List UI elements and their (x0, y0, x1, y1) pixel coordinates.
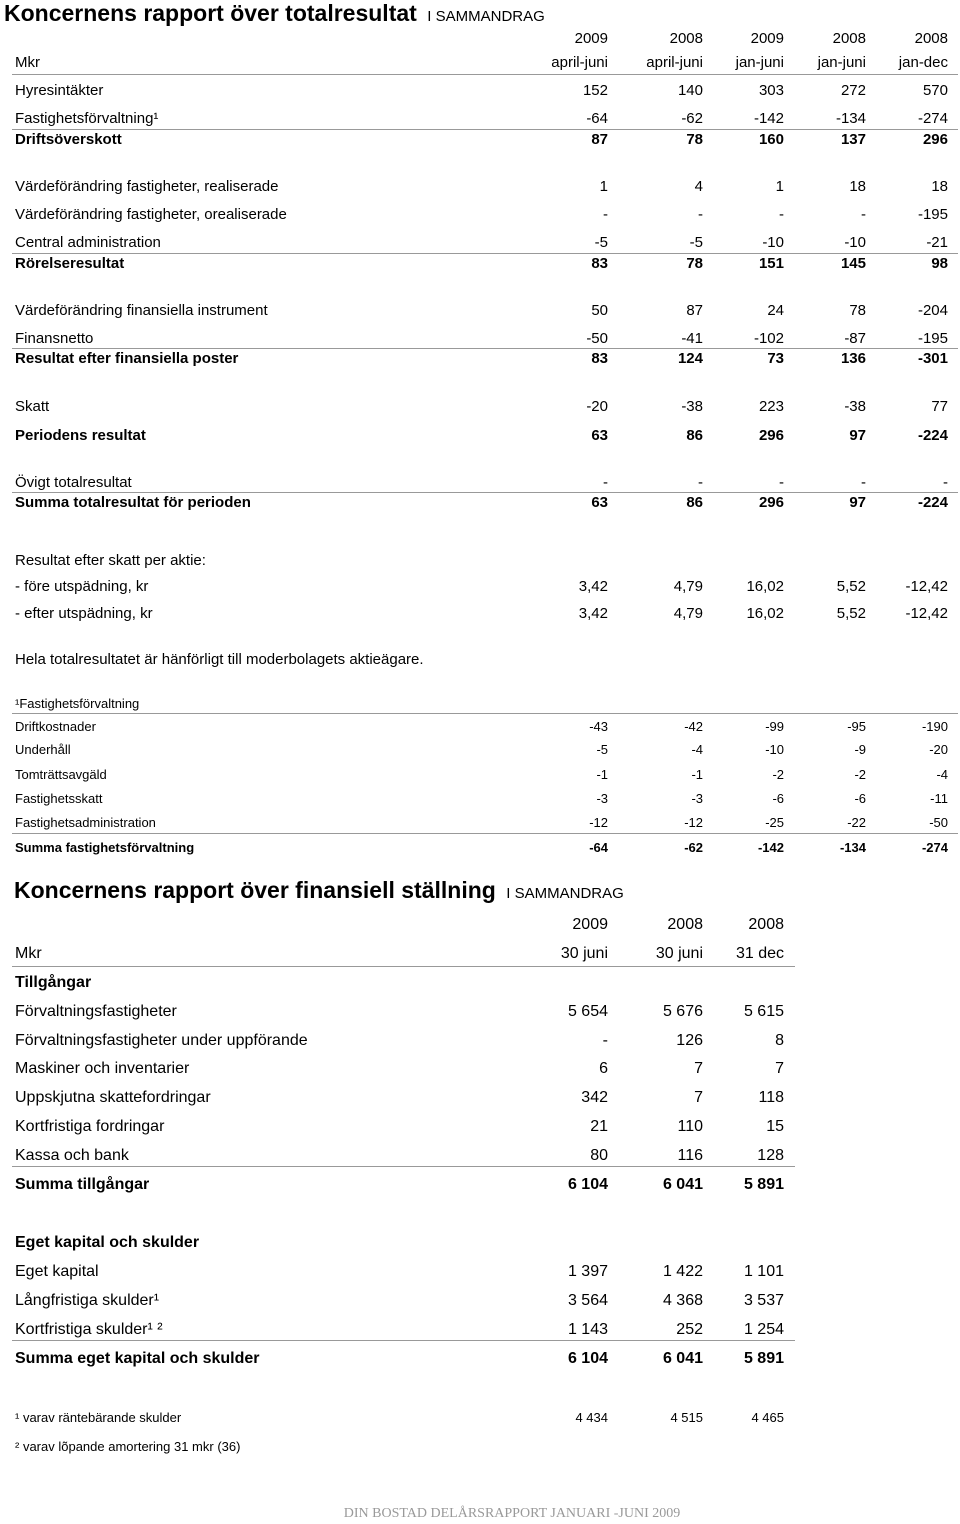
income-row-value-5: -301 (917, 350, 948, 367)
subtable-row-value-5: -50 (929, 815, 948, 830)
asset-row-label: Kassa och bank (15, 1147, 129, 1164)
subtable-row-value-3: -6 (772, 791, 784, 806)
asset-row (0, 1003, 960, 1027)
asset-row-label: Förvaltningsfastigheter (15, 1003, 177, 1020)
income-row-value-5: -224 (917, 427, 948, 444)
income-row-value-4: 18 (849, 178, 866, 195)
subtable-row-value-2: -62 (684, 840, 703, 855)
income-row-value-4: -10 (844, 234, 866, 251)
subtable-row-value-1: -64 (589, 840, 608, 855)
income-row-label: Rörelseresultat (15, 255, 125, 272)
equity-total-row-value-2: 6 041 (662, 1350, 703, 1367)
income-row-value-1: 1 (599, 178, 608, 195)
income-row-value-5: 77 (931, 398, 948, 415)
asset-row-value-1: 342 (581, 1089, 608, 1106)
income-row-label: Periodens resultat (15, 427, 146, 444)
asset-row-value-1: 80 (590, 1147, 608, 1164)
income-row-label: Värdeförändring fastigheter, realiserade (15, 178, 279, 195)
income-col5-year: 2008 (914, 30, 948, 47)
income-row (0, 131, 960, 155)
income-row-label: Skatt (15, 398, 50, 415)
income-row-value-2: -38 (681, 398, 703, 415)
income-row-value-1: -20 (586, 398, 608, 415)
equity-row-value-1: 1 143 (567, 1321, 608, 1338)
balance-header-rule (12, 966, 795, 967)
income-row-value-5: 296 (922, 131, 948, 148)
income-row-label: Hyresintäkter (15, 82, 104, 99)
balance-col2-year: 2008 (667, 916, 703, 933)
subtable-row-value-1: -43 (589, 719, 608, 734)
subtable-row-label: Fastighetsskatt (15, 791, 103, 806)
subtable-total-rule (12, 833, 958, 834)
income-row-value-3: -142 (753, 110, 784, 127)
income-row-value-1: 83 (591, 350, 608, 367)
income-note: Hela totalresultatet är hänförligt till moderbolagets aktieägare. (15, 651, 424, 668)
asset-row-label: Uppskjutna skattefordringar (15, 1089, 211, 1106)
balance-col2-period: 30 juni (655, 945, 703, 962)
asset-row-label: Förvaltningsfastigheter under uppförande (15, 1032, 308, 1049)
asset-row (0, 1118, 960, 1142)
income-row-label: Finansnetto (15, 330, 94, 347)
income-title: Koncernens rapport över totalresultat (4, 0, 417, 26)
income-header-rule (12, 74, 958, 75)
subtable-row (0, 742, 960, 766)
subtable-row-value-2: -4 (691, 742, 703, 757)
income-title-block (4, 0, 545, 27)
income-row-label: Övigt totalresultat (15, 474, 132, 491)
asset-row-value-1: 6 (599, 1060, 608, 1077)
income-row-value-4: 5,52 (836, 578, 866, 595)
income-row-value-1: 50 (591, 302, 608, 319)
asset-row-value-2: 7 (694, 1089, 703, 1106)
equity-row (0, 1321, 960, 1345)
assets-total-row-value-2: 6 041 (662, 1176, 703, 1193)
equity-total-row-value-3: 5 891 (743, 1350, 784, 1367)
equity-row (0, 1263, 960, 1287)
subtable-row-value-5: -190 (921, 719, 948, 734)
income-row-value-5: - (943, 474, 948, 491)
equity-row-label: Kortfristiga skulder¹ ² (15, 1321, 163, 1338)
income-row-value-3: 296 (758, 427, 784, 444)
income-row-value-2: 4,79 (673, 605, 703, 622)
asset-row (0, 1089, 960, 1113)
subtable-row-label: Driftkostnader (15, 719, 96, 734)
income-row-value-1: - (603, 206, 608, 223)
asset-row (0, 1032, 960, 1056)
equity-row-label: Eget kapital (15, 1263, 99, 1280)
income-row-value-4: - (861, 474, 866, 491)
subtable-title: ¹Fastighetsförvaltning (15, 696, 140, 711)
balance-title: Koncernens rapport över finansiell ställning (14, 877, 496, 903)
income-row (0, 255, 960, 279)
income-subtitle: I SAMMANDRAG (427, 8, 545, 25)
income-row-value-3: -10 (762, 234, 784, 251)
income-row-value-1: 152 (582, 82, 608, 99)
asset-row-value-2: 116 (677, 1147, 703, 1164)
income-unit-label: Mkr (15, 54, 40, 71)
income-row-value-1: 3,42 (578, 578, 608, 595)
income-row-value-3: 16,02 (746, 578, 784, 595)
income-col3-year: 2009 (750, 30, 784, 47)
income-row (0, 206, 960, 230)
balance-col1-year: 2009 (572, 916, 608, 933)
income-row-value-1: -50 (586, 330, 608, 347)
equity-total-row-value-1: 6 104 (567, 1350, 608, 1367)
income-row (0, 427, 960, 451)
subtable-row (0, 719, 960, 743)
income-row-value-1: 63 (591, 427, 608, 444)
income-row-value-1: 3,42 (578, 605, 608, 622)
income-row-value-5: -195 (917, 330, 948, 347)
income-row-value-3: - (779, 474, 784, 491)
equity-row-value-2: 252 (676, 1321, 703, 1338)
subtable-row-value-2: -12 (684, 815, 703, 830)
income-row-value-3: 223 (758, 398, 784, 415)
income-col4-year: 2008 (832, 30, 866, 47)
income-row-label: Värdeförändring fastigheter, orealiserade (15, 206, 287, 223)
footnote-interest-bearing-label: ¹ varav räntebärande skulder (15, 1410, 182, 1425)
income-row-label: Summa totalresultat för perioden (15, 494, 251, 511)
equity-total-rule (12, 1340, 795, 1341)
income-row-value-4: - (861, 206, 866, 223)
assets-heading: Tillgångar (15, 974, 92, 991)
income-row-value-3: 303 (758, 82, 784, 99)
income-row-value-5: -12,42 (905, 605, 948, 622)
equity-row-value-1: 3 564 (567, 1292, 608, 1309)
income-row-label: Central administration (15, 234, 161, 251)
income-col1-period: april-juni (551, 54, 608, 71)
asset-row (0, 1147, 960, 1171)
subtable-row-value-4: -2 (854, 767, 866, 782)
income-row-value-1: - (603, 474, 608, 491)
subtable-row-value-4: -134 (839, 840, 866, 855)
equity-row-value-2: 4 368 (662, 1292, 703, 1309)
income-row-value-2: 86 (686, 427, 703, 444)
asset-row-label: Maskiner och inventarier (15, 1060, 190, 1077)
income-row-value-4: 272 (840, 82, 866, 99)
income-row-value-4: 136 (840, 350, 866, 367)
rule-before-driftsoverskott (12, 129, 958, 130)
subtable-row-value-4: -22 (847, 815, 866, 830)
income-row-value-2: 4,79 (673, 578, 703, 595)
subtable-row (0, 840, 960, 864)
income-row-label: - efter utspädning, kr (15, 605, 153, 622)
subtable-row-label: Fastighetsadministration (15, 815, 156, 830)
income-row-value-1: 63 (591, 494, 608, 511)
income-row-value-2: 124 (677, 350, 703, 367)
income-row-value-2: 78 (686, 131, 703, 148)
income-row-value-5: -204 (917, 302, 948, 319)
income-row-value-4: -87 (844, 330, 866, 347)
subtable-row-value-5: -4 (936, 767, 948, 782)
asset-row-value-2: 110 (677, 1118, 703, 1135)
rule-before-resultat-efter-fin (12, 348, 958, 349)
income-row-value-3: 73 (767, 350, 784, 367)
income-row-value-3: 160 (758, 131, 784, 148)
rule-before-summa-totalresultat (12, 492, 958, 493)
income-row-value-3: 296 (758, 494, 784, 511)
equity-total-row (0, 1350, 960, 1374)
balance-col3-year: 2008 (748, 916, 784, 933)
income-row (0, 350, 960, 374)
asset-row-value-3: 8 (775, 1032, 784, 1049)
income-row (0, 82, 960, 106)
subtable-row-value-3: -142 (757, 840, 784, 855)
page-footer: DIN BOSTAD DELÅRSRAPPORT JANUARI -JUNI 2009 (343, 1506, 681, 1521)
assets-total-row-value-1: 6 104 (567, 1176, 608, 1193)
income-row-value-5: -224 (917, 494, 948, 511)
income-row-label: Värdeförändring finansiella instrument (15, 302, 268, 319)
subtable-row-value-5: -20 (929, 742, 948, 757)
subtable-row (0, 815, 960, 839)
subtable-row-value-4: -95 (847, 719, 866, 734)
income-row (0, 302, 960, 326)
income-row-value-2: 78 (686, 255, 703, 272)
equity-total-row-label: Summa eget kapital och skulder (15, 1350, 260, 1367)
footnote-amortization: ² varav lõpande amortering 31 mkr (36) (15, 1439, 241, 1454)
income-row-value-2: 86 (686, 494, 703, 511)
footnote-interest-bearing (0, 1410, 960, 1434)
subtable-row-value-1: -3 (596, 791, 608, 806)
asset-row (0, 1060, 960, 1084)
income-row-value-4: 97 (849, 494, 866, 511)
subtable-row-value-4: -6 (854, 791, 866, 806)
equity-row-value-3: 3 537 (743, 1292, 784, 1309)
income-row-value-2: 4 (694, 178, 703, 195)
subtable-row-value-2: -3 (691, 791, 703, 806)
income-row-label: Driftsöverskott (15, 131, 122, 148)
assets-total-row-label: Summa tillgångar (15, 1176, 150, 1193)
subtable-row-value-3: -2 (772, 767, 784, 782)
balance-title-block (14, 877, 624, 904)
asset-row-value-3: 128 (757, 1147, 784, 1164)
asset-row-value-2: 5 676 (662, 1003, 703, 1020)
income-row-label: Fastighetsförvaltning¹ (15, 110, 159, 127)
footnote-interest-bearing-value-1: 4 434 (575, 1410, 608, 1425)
income-row-value-2: -62 (681, 110, 703, 127)
income-row-value-2: -41 (681, 330, 703, 347)
equity-row-value-3: 1 101 (743, 1263, 784, 1280)
balance-col3-period: 31 dec (735, 945, 784, 962)
balance-col1-period: 30 juni (560, 945, 608, 962)
asset-row-value-3: 15 (766, 1118, 784, 1135)
asset-row-value-1: - (602, 1032, 608, 1049)
income-row-value-2: - (698, 206, 703, 223)
asset-row-value-1: 5 654 (567, 1003, 608, 1020)
assets-total-row (0, 1176, 960, 1200)
balance-unit-label: Mkr (15, 945, 42, 962)
income-row-value-5: 98 (931, 255, 948, 272)
income-row-value-3: -102 (753, 330, 784, 347)
subtable-row-value-3: -25 (765, 815, 784, 830)
income-row-value-3: 1 (775, 178, 784, 195)
asset-row-label: Kortfristiga fordringar (15, 1118, 165, 1135)
income-row-value-5: -12,42 (905, 578, 948, 595)
footnote-interest-bearing-value-3: 4 465 (751, 1410, 784, 1425)
income-row (0, 178, 960, 202)
subtable-row-label: Underhåll (15, 742, 71, 757)
subtable-row-value-4: -9 (854, 742, 866, 757)
equity-row (0, 1292, 960, 1316)
income-row-label: Resultat efter finansiella poster (15, 350, 239, 367)
income-row-value-5: -21 (926, 234, 948, 251)
income-row-value-4: 137 (840, 131, 866, 148)
income-row-value-5: -274 (917, 110, 948, 127)
asset-row-value-3: 118 (758, 1089, 784, 1106)
income-row-value-2: -5 (689, 234, 703, 251)
asset-row-value-3: 7 (775, 1060, 784, 1077)
subtable-row-label: Tomträttsavgäld (15, 767, 107, 782)
income-row-value-4: 78 (849, 302, 866, 319)
asset-row-value-2: 126 (676, 1032, 703, 1049)
subtable-row (0, 791, 960, 815)
subtable-row-value-3: -10 (765, 742, 784, 757)
income-col2-period: april-juni (646, 54, 703, 71)
subtable-row-value-3: -99 (765, 719, 784, 734)
equity-heading: Eget kapital och skulder (15, 1234, 200, 1251)
balance-subtitle: I SAMMANDRAG (506, 885, 624, 902)
subtable-row-value-5: -11 (930, 791, 948, 806)
income-row-value-4: 145 (840, 255, 866, 272)
income-row-value-5: 18 (931, 178, 948, 195)
income-row (0, 578, 960, 602)
footnote-interest-bearing-value-2: 4 515 (670, 1410, 703, 1425)
income-row-value-3: - (779, 206, 784, 223)
income-row-value-2: 140 (677, 82, 703, 99)
income-col4-period: jan-juni (817, 54, 866, 71)
income-row-value-3: 24 (767, 302, 784, 319)
subtable-row-value-1: -12 (589, 815, 608, 830)
income-row-value-5: 570 (922, 82, 948, 99)
equity-row-value-1: 1 397 (567, 1263, 608, 1280)
income-row-value-4: -134 (835, 110, 866, 127)
rule-before-rorelseresultat (12, 253, 958, 254)
income-row-label: Resultat efter skatt per aktie: (15, 552, 206, 569)
income-row (0, 398, 960, 422)
income-row-value-1: 83 (591, 255, 608, 272)
income-row-value-5: -195 (917, 206, 948, 223)
equity-row-label: Långfristiga skulder¹ (15, 1292, 160, 1309)
income-row (0, 605, 960, 629)
income-row-value-4: 97 (849, 427, 866, 444)
subtable-row-value-1: -5 (596, 742, 608, 757)
asset-row-value-1: 21 (590, 1118, 608, 1135)
income-row-value-4: 5,52 (836, 605, 866, 622)
income-row-value-1: -5 (594, 234, 608, 251)
income-row (0, 552, 960, 576)
subtable-row-value-2: -1 (691, 767, 703, 782)
asset-row-value-2: 7 (694, 1060, 703, 1077)
equity-row-value-3: 1 254 (743, 1321, 784, 1338)
income-row-value-3: 151 (758, 255, 784, 272)
subtable-row-value-1: -1 (596, 767, 608, 782)
subtable-row-label: Summa fastighetsförvaltning (15, 840, 195, 855)
income-row (0, 494, 960, 518)
subtable-row-value-2: -42 (684, 719, 703, 734)
subtable-header-rule (12, 713, 958, 714)
equity-row-value-2: 1 422 (662, 1263, 703, 1280)
asset-row-value-3: 5 615 (743, 1003, 784, 1020)
income-col1-year: 2009 (574, 30, 608, 47)
income-row-value-3: 16,02 (746, 605, 784, 622)
income-row-value-2: 87 (686, 302, 703, 319)
income-row-value-1: -64 (586, 110, 608, 127)
income-row-value-2: - (698, 474, 703, 491)
assets-total-rule (12, 1166, 795, 1167)
subtable-row-value-5: -274 (921, 840, 948, 855)
income-row-value-1: 87 (591, 131, 608, 148)
income-col5-period: jan-dec (898, 54, 948, 71)
subtable-row (0, 767, 960, 791)
assets-total-row-value-3: 5 891 (743, 1176, 784, 1193)
income-col3-period: jan-juni (735, 54, 784, 71)
income-row-value-4: -38 (844, 398, 866, 415)
income-col2-year: 2008 (669, 30, 703, 47)
income-row-label: - före utspädning, kr (15, 578, 149, 595)
